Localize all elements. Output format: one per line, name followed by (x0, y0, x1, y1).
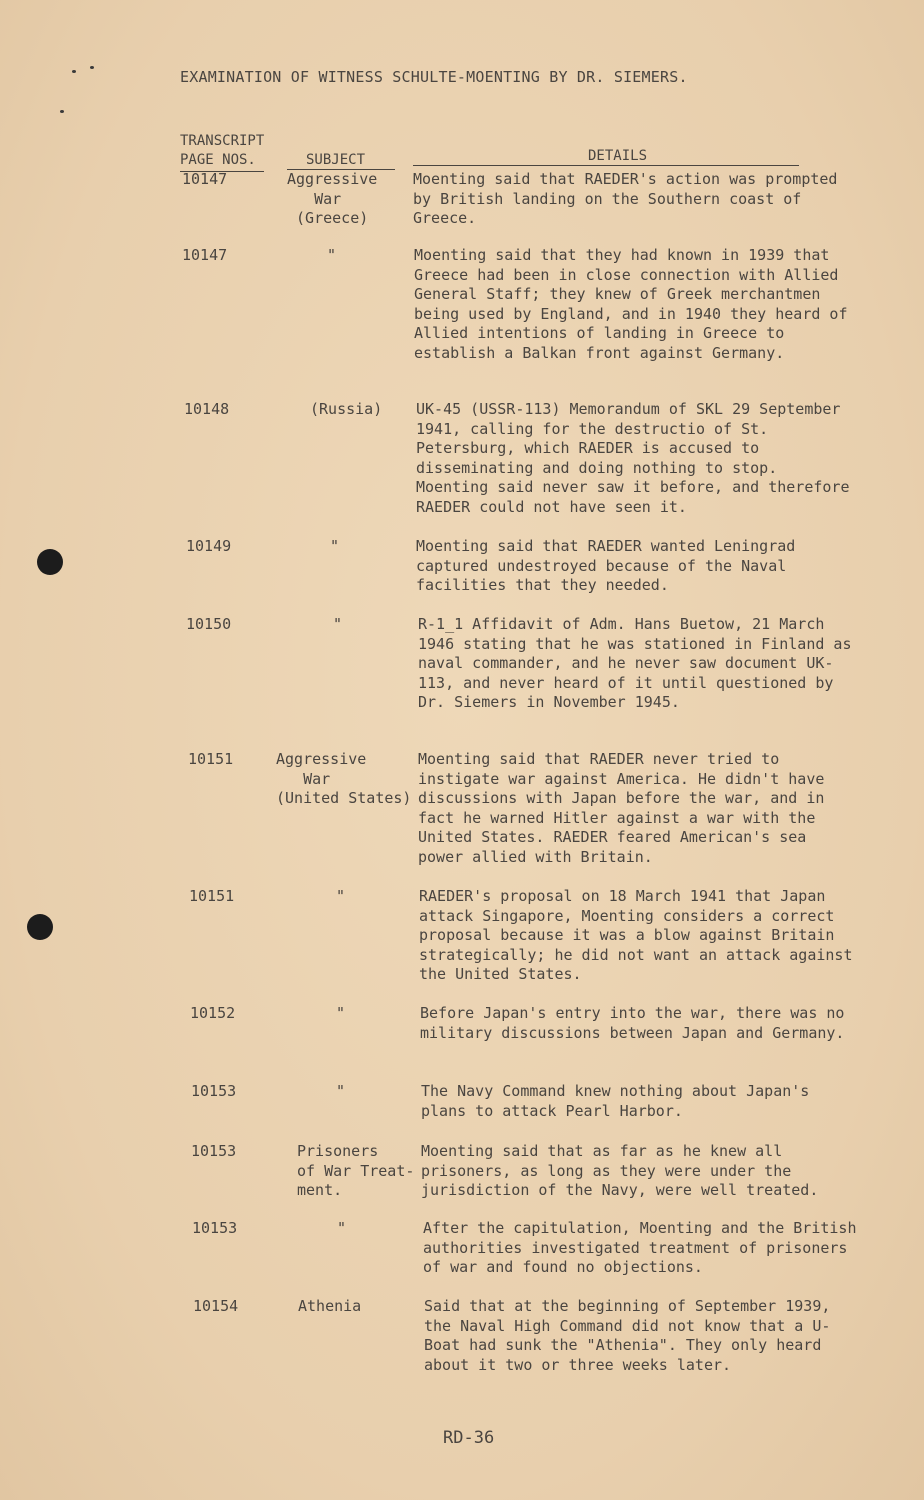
row-details: R-1_1 Affidavit of Adm. Hans Buetow, 21 March 1946 stating that he was stationed in Finland as naval commander, and he never saw document UK-113, and never heard of it until questioned by Dr. Siemers in November 1945. (418, 615, 852, 711)
header-details: DETAILS (588, 148, 648, 164)
row-subject: Aggressive War (Greece) (287, 170, 378, 227)
row-details: RAEDER's proposal on 18 March 1941 that Japan attack Singapore, Moenting considers a correct proposal because it was a blow against Britain strategically; he did not want an attack against the United States. (419, 887, 853, 983)
row-details: After the capitulation, Moenting and the British authorities investigated treatment of prisoners of war and found no objections. (423, 1219, 857, 1276)
row-page-number: 10153 (191, 1142, 237, 1160)
row-subject: " (336, 1004, 346, 1022)
row-subject: (Russia) (310, 400, 383, 418)
ink-speck (60, 110, 64, 113)
row-page-number: 10150 (186, 615, 232, 633)
row-page-number: 10151 (189, 887, 235, 905)
row-page-number: 10154 (193, 1297, 239, 1315)
page-footer: RD-36 (443, 1428, 495, 1448)
punch-hole-top (37, 549, 63, 575)
row-subject: " (330, 537, 340, 555)
row-subject: Prisoners of War Treat- ment. (297, 1142, 415, 1199)
row-page-number: 10147 (182, 246, 228, 264)
punch-hole-bottom (27, 914, 53, 940)
header-page-nos (180, 132, 264, 172)
row-subject: " (336, 887, 346, 905)
row-details: Moenting said that RAEDER never tried to instigate war against America. He didn't have discussions with Japan before the war, and in fact he warned Hitler against a war with the United States. RAEDER feared American's sea power allied with Britain. (418, 750, 825, 866)
document-title: EXAMINATION OF WITNESS SCHULTE-MOENTING BY DR. SIEMERS. (180, 68, 688, 86)
row-details: The Navy Command knew nothing about Japan's plans to attack Pearl Harbor. (421, 1082, 810, 1120)
row-details: Before Japan's entry into the war, there was no military discussions between Japan and Germany. (420, 1004, 845, 1042)
row-details: Moenting said that as far as he knew all prisoners, as long as they were under the jurisdiction of the Navy, were well treated. (421, 1142, 819, 1199)
header-page-line1: TRANSCRIPT (180, 133, 265, 149)
row-page-number: 10153 (192, 1219, 238, 1237)
ink-speck (72, 70, 76, 73)
ink-speck (90, 66, 94, 69)
row-page-number: 10147 (182, 170, 228, 188)
row-details: Moenting said that RAEDER's action was prompted by British landing on the Southern coast of Greece. (413, 170, 838, 227)
row-page-number: 10148 (184, 400, 230, 418)
row-subject: " (327, 246, 337, 264)
row-subject: Athenia (298, 1297, 362, 1315)
row-page-number: 10153 (191, 1082, 237, 1100)
row-subject: " (336, 1082, 346, 1100)
row-page-number: 10152 (190, 1004, 236, 1022)
header-details-rule (413, 165, 799, 166)
row-details: Moenting said that they had known in 1939 that Greece had been in close connection with Allied General Staff; they knew of Greek merchantmen being used by England, and in 1940 they heard of Allied intentions of landing in Greece to establish a Balkan front against Germany. (414, 246, 848, 362)
header-subject: SUBJECT (306, 152, 366, 168)
row-details: UK-45 (USSR-113) Memorandum of SKL 29 September 1941, calling for the destructio of St. Petersburg, which RAEDER is accused to disseminating and doing nothing to stop. Moenting said never saw it before, and therefore RAEDER could not have seen it. (416, 400, 850, 516)
row-details: Said that at the beginning of September 1939, the Naval High Command did not know that a U-Boat had sunk the "Athenia". They only heard about it two or three weeks later. (424, 1297, 831, 1374)
row-subject: " (337, 1219, 347, 1237)
row-page-number: 10149 (186, 537, 232, 555)
header-page-line2: PAGE NOS. (180, 151, 264, 172)
row-details: Moenting said that RAEDER wanted Leningrad captured undestroyed because of the Naval facilities that they needed. (416, 537, 796, 594)
row-subject: Aggressive War (United States) (276, 750, 412, 807)
row-page-number: 10151 (188, 750, 234, 768)
row-subject: " (333, 615, 343, 633)
